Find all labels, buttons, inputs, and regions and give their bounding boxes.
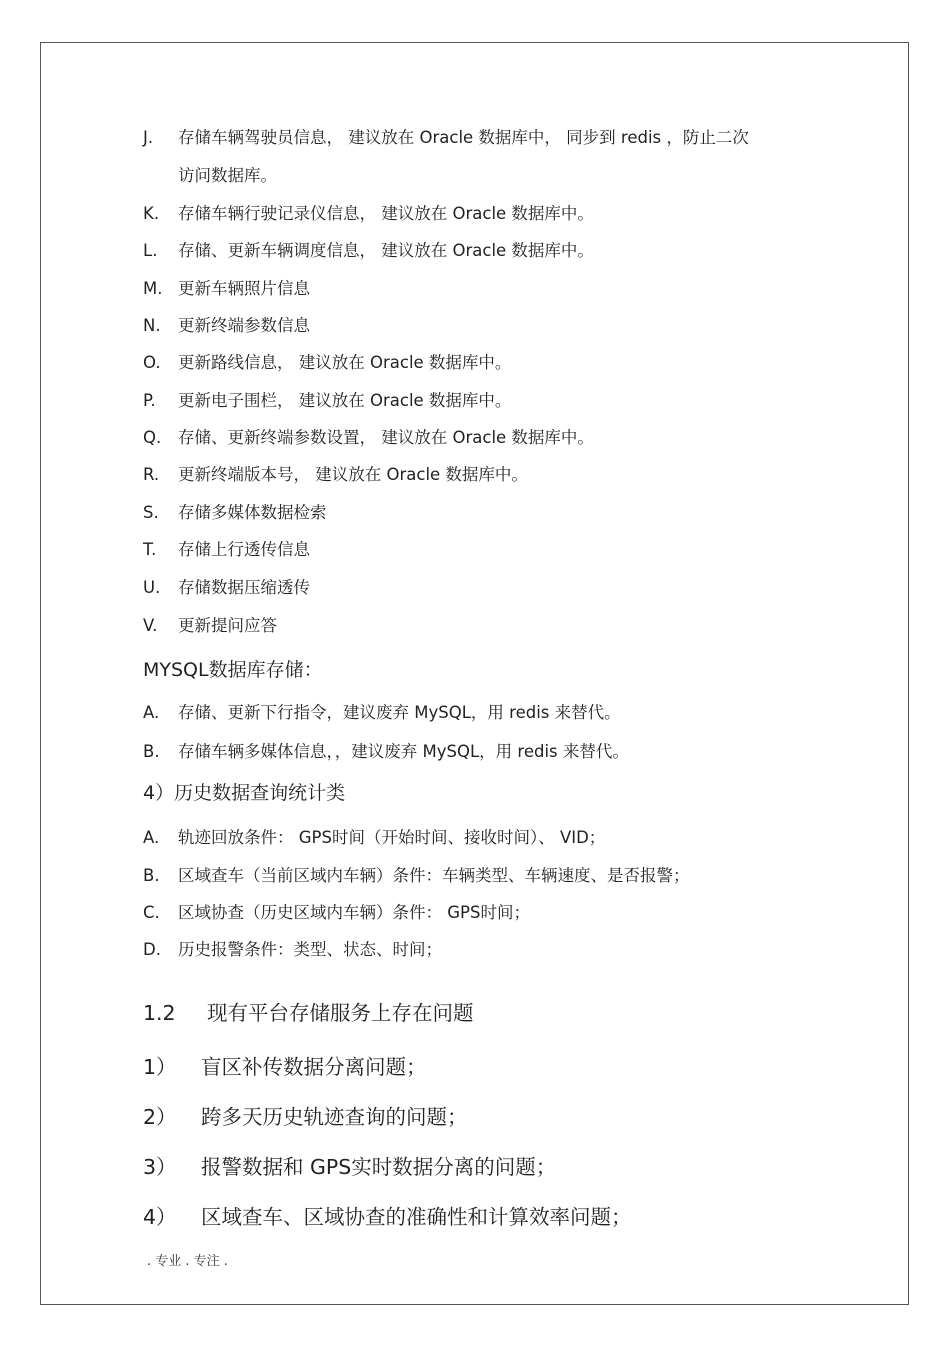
- list-item: A. 轨迹回放条件： GPS时间（开始时间、接收时间）、 VID；: [143, 828, 606, 847]
- page-footer: . 专业 . 专注 .: [147, 1254, 228, 1269]
- list-item: M. 更新车辆照片信息: [143, 279, 310, 298]
- list-item: A. 存储、更新下行指令，建议废弃 MySQL，用 redis 来替代。: [143, 703, 621, 722]
- list-item: B. 区域查车（当前区域内车辆）条件：车辆类型、车辆速度、是否报警；: [143, 866, 690, 885]
- history-heading: 4）历史数据查询统计类: [143, 782, 346, 804]
- list-item: C. 区域协查（历史区域内车辆）条件： GPS时间；: [143, 903, 530, 922]
- problem-item: 4） 区域查车、区域协查的准确性和计算效率问题；: [143, 1205, 632, 1229]
- list-item: O. 更新路线信息， 建议放在 Oracle 数据库中。: [143, 353, 512, 372]
- list-item: L. 存储、更新车辆调度信息， 建议放在 Oracle 数据库中。: [143, 241, 594, 260]
- list-item: S. 存储多媒体数据检索: [143, 503, 327, 522]
- section-heading: 1.2 现有平台存储服务上存在问题: [143, 1001, 474, 1025]
- problem-item: 3） 报警数据和 GPS实时数据分离的问题；: [143, 1155, 557, 1179]
- problem-item: 1） 盲区补传数据分离问题；: [143, 1055, 427, 1079]
- list-item: U. 存储数据压缩透传: [143, 578, 310, 597]
- problem-item: 2） 跨多天历史轨迹查询的问题；: [143, 1105, 468, 1129]
- list-item: K. 存储车辆行驶记录仪信息， 建议放在 Oracle 数据库中。: [143, 204, 594, 223]
- list-item: B. 存储车辆多媒体信息，，建议废弃 MySQL，用 redis 来替代。: [143, 742, 629, 761]
- list-item: P. 更新电子围栏， 建议放在 Oracle 数据库中。: [143, 391, 512, 410]
- list-item: R. 更新终端版本号， 建议放在 Oracle 数据库中。: [143, 465, 528, 484]
- list-item: N. 更新终端参数信息: [143, 316, 310, 335]
- list-item: D. 历史报警条件：类型、状态、时间；: [143, 940, 442, 959]
- list-item: T. 存储上行透传信息: [143, 540, 310, 559]
- list-item-continuation: 访问数据库。: [178, 166, 277, 185]
- mysql-heading: MYSQL数据库存储：: [143, 659, 323, 681]
- list-item: V. 更新提问应答: [143, 616, 277, 635]
- list-item: J. 存储车辆驾驶员信息， 建议放在 Oracle 数据库中， 同步到 redis ，防止二次: [143, 128, 749, 147]
- list-item: Q. 存储、更新终端参数设置， 建议放在 Oracle 数据库中。: [143, 428, 594, 447]
